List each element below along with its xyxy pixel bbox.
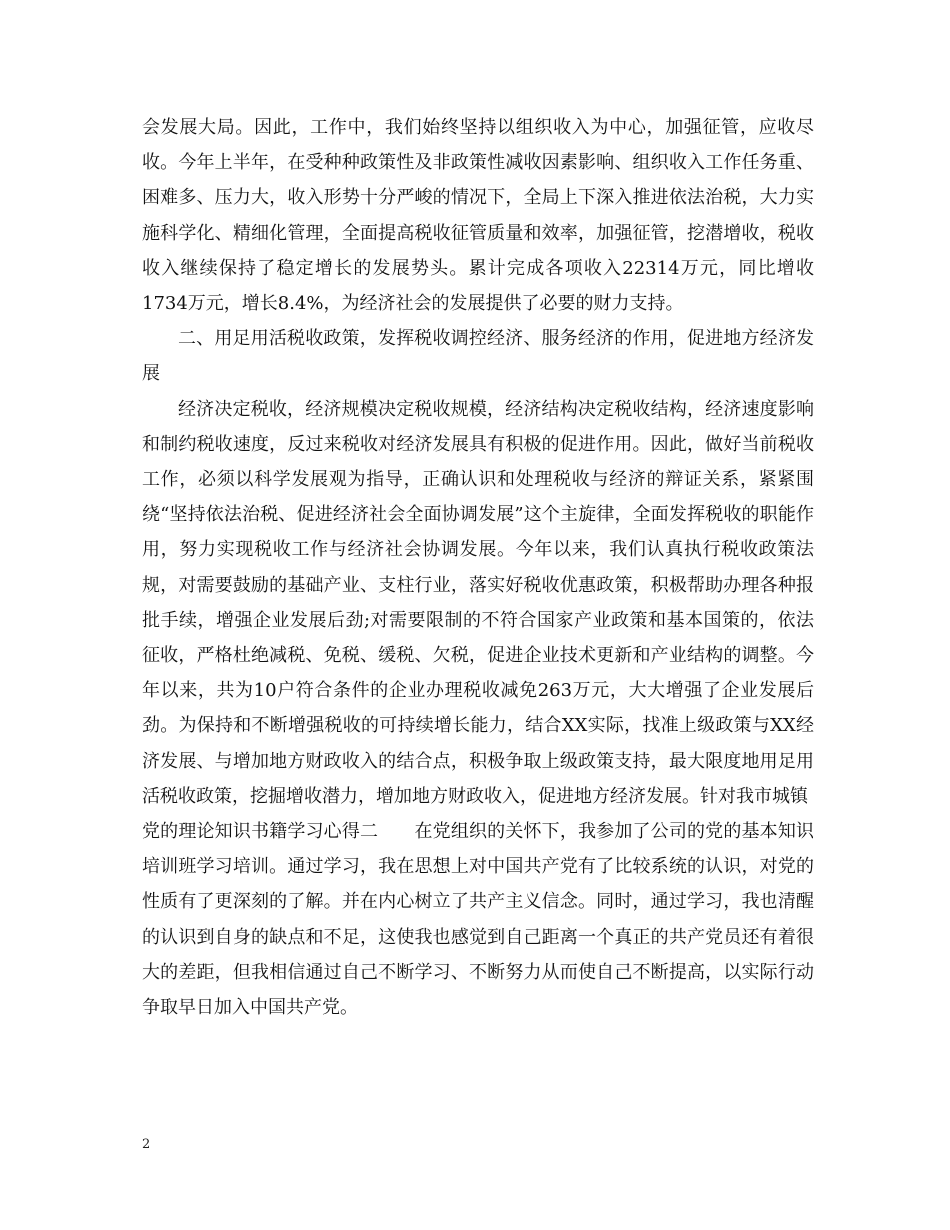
- page-number: 2: [142, 1137, 151, 1152]
- paragraph-tax-revenue-summary: 会发展大局。因此，工作中，我们始终坚持以组织收入为中心，加强征管，应收尽收。今年上半年，在受种种政策性及非政策性减收因素影响、组织收入工作任务重、困难多、压力大，收入形势十分严峻的情况下，全局上下深入推进依法治税，大力实施科学化、精细化管理，全面提高税收征管质量和效率，加强征管，挖潜增收，税收收入继续保持了稳定增长的发展势头。累计完成各项收入22314万元，同比增收1734万元，增长8.4%，为经济社会的发展提供了必要的财力支持。: [142, 117, 814, 315]
- paragraph-economy-and-tax: 经济决定税收，经济规模决定税收规模，经济结构决定税收结构，经济速度影响和制约税收速度，反过来税收对经济发展具有积极的促进作用。因此，做好当前税收工作，必须以科学发展观为指导，正确认识和处理税收与经济的辩证关系，紧紧围绕“坚持依法治税、促进经济社会全面协调发展”这个主旋律，全面发挥税收的职能作用，努力实现税收工作与经济社会协调发展。今年以来，我们认真执行税收政策法规，对需要鼓励的基础产业、支柱行业，落实好税收优惠政策，积极帮助办理各种报批手续，增强企业发展后劲;对需要限制的不符合国家产业政策和基本国策的，依法征收，严格杜绝减税、免税、缓税、欠税，促进企业技术更新和产业结构的调整。今年以来，共为10户符合条件的企业办理税收减免263万元，大大增强了企业发展后劲。为保持和不断增强税收的可持续增长能力，结合XX实际，找准上级政策与XX经济发展、与增加地方财政收入的结合点，积极争取上级政策支持，最大限度地用足用活税收政策，挖掘增收潜力，增加地方财政收入，促进地方经济发展。针对我市城镇: [142, 398, 814, 807]
- document-body: [142, 110, 814, 1025]
- section-heading-tax-policy: 二、用足用活税收政策，发挥税收调控经济、服务经济的作用，促进地方经济发展: [142, 328, 814, 385]
- paragraph-party-study-notes: 党的理论知识书籍学习心得二 在党组织的关怀下，我参加了公司的党的基本知识培训班学习培训。通过学习，我在思想上对中国共产党有了比较系统的认识，对党的性质有了更深刻的了解。并在内心树立了共产主义信念。同时，通过学习，我也清醒的认识到自身的缺点和不足，这使我也感觉到自己距离一个真正的共产党员还有着很大的差距，但我相信通过自己不断学习、不断努力从而使自己不断提高，以实际行动争取早日加入中国共产党。: [142, 821, 814, 1019]
